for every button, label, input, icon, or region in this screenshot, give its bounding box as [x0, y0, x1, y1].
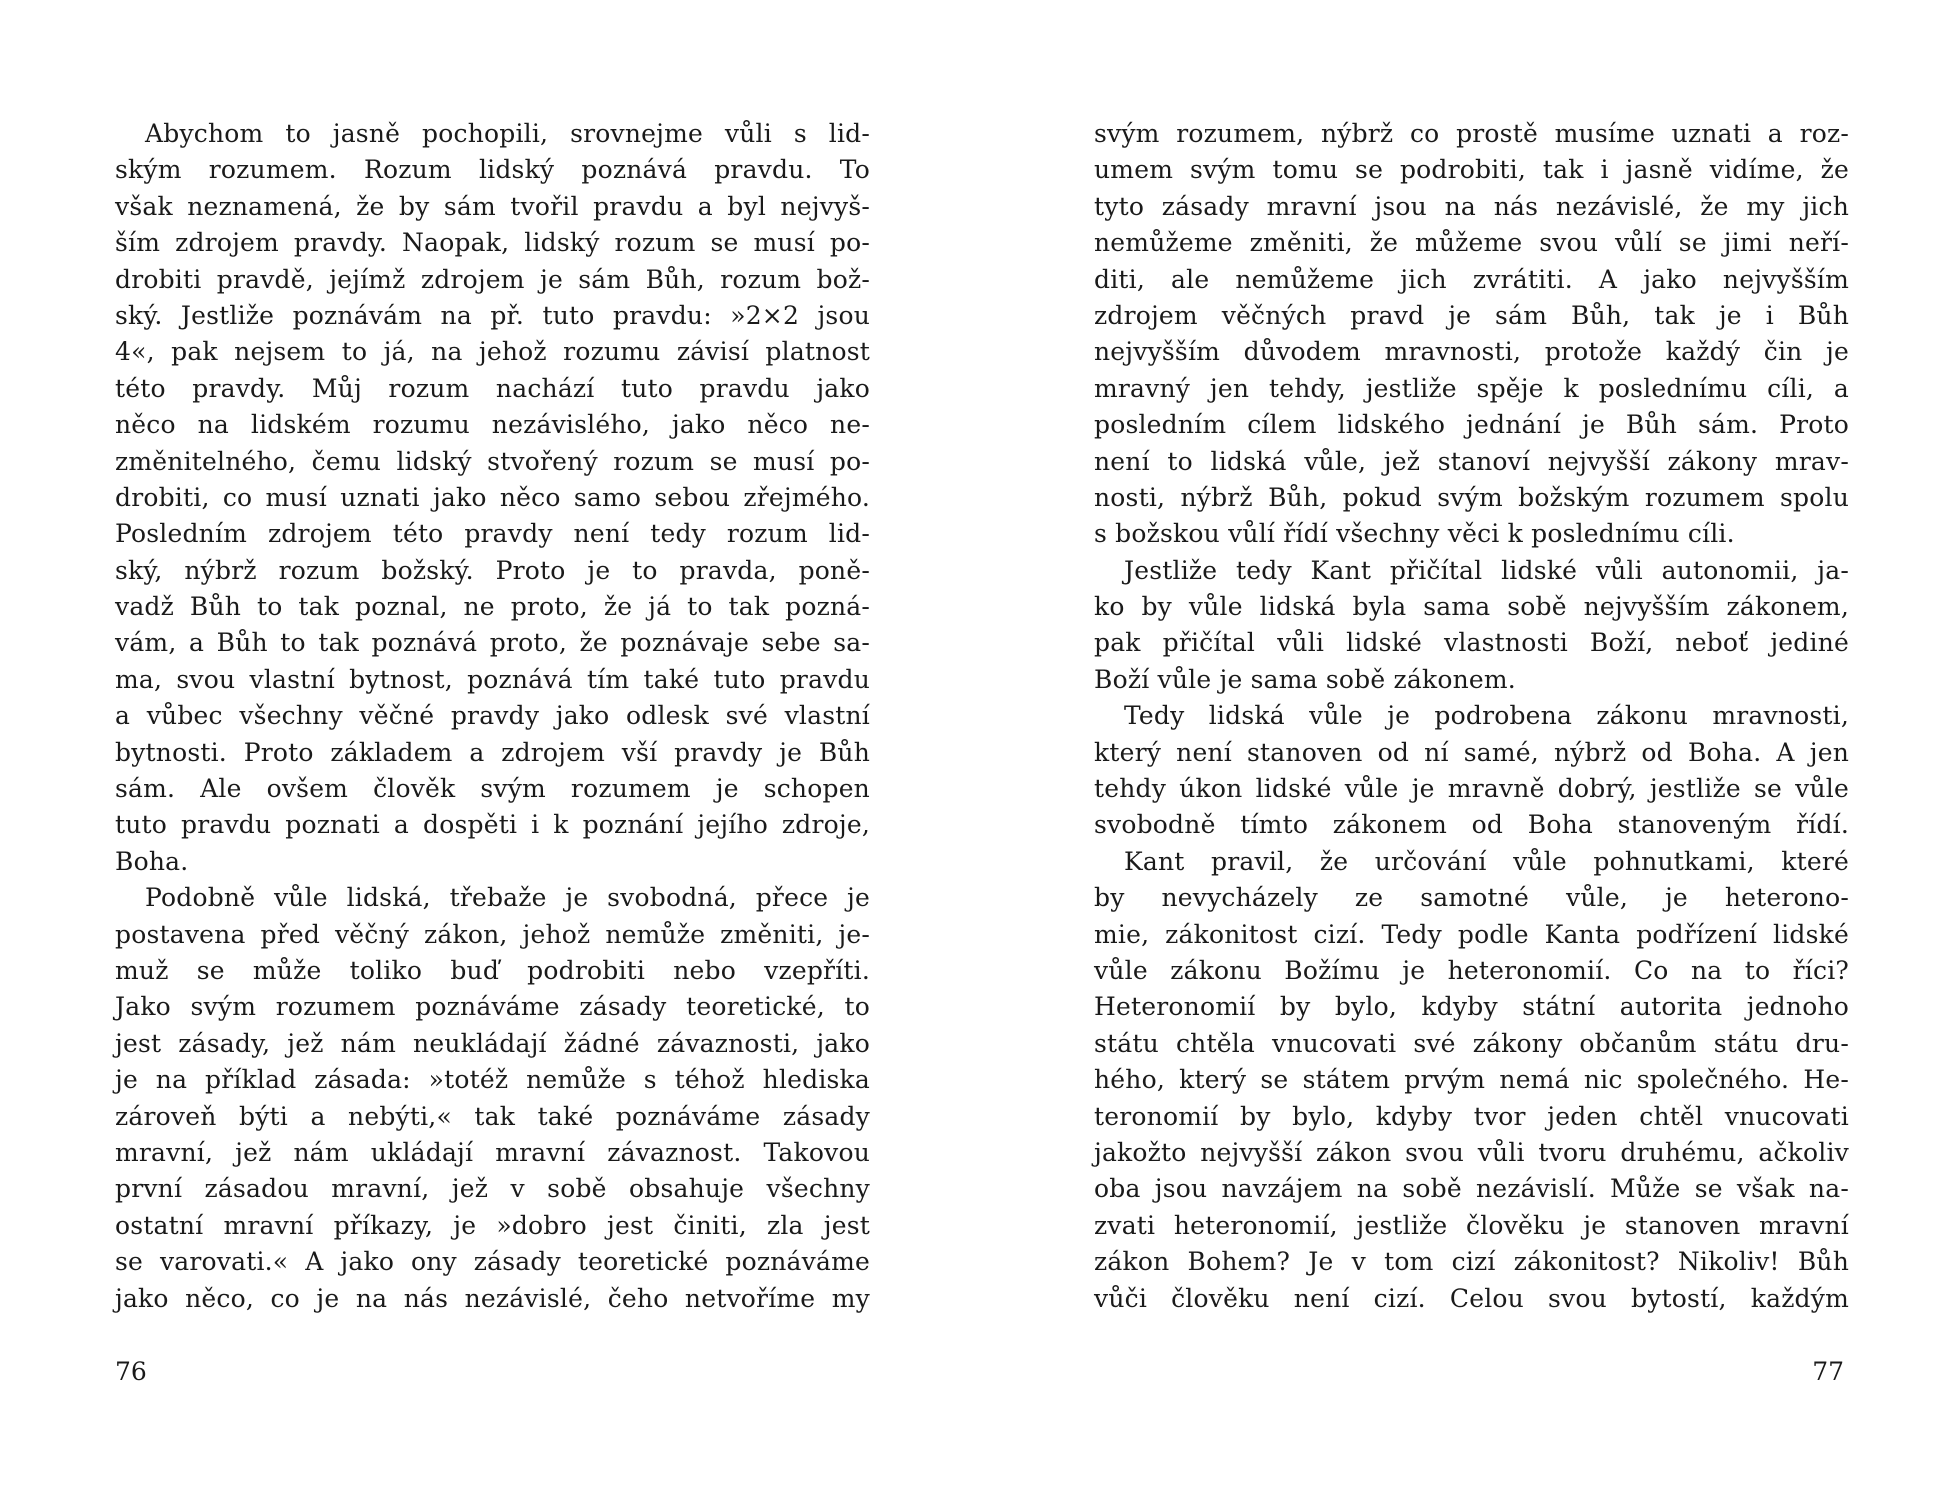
- text-line: Jako svým rozumem poznáváme zásady teoretické, to: [115, 992, 870, 1022]
- text-line: s božskou vůlí řídí všechny věci k poslednímu cíli.: [1094, 519, 1735, 549]
- text-line: mravný jen tehdy, jestliže spěje k poslednímu cíli, a: [1094, 373, 1849, 403]
- left-page-text: [115, 116, 870, 1317]
- text-line: Boha.: [115, 846, 189, 876]
- text-line: ským rozumem. Rozum lidský poznává pravdu. To: [115, 155, 870, 185]
- text-line: Heteronomií by bylo, kdyby státní autorita jednoho: [1094, 992, 1849, 1022]
- text-line: této pravdy. Můj rozum nachází tuto pravdu jako: [115, 373, 870, 403]
- text-line: nejvyšším důvodem mravnosti, protože každý čin je: [1094, 337, 1849, 367]
- text-line: tyto zásady mravní jsou na nás nezávislé, že my jich: [1094, 191, 1849, 221]
- text-line: státu chtěla vnucovati své zákony občanům státu dru-: [1094, 1028, 1849, 1058]
- text-line: nosti, nýbrž Bůh, pokud svým božským rozumem spolu: [1094, 482, 1849, 512]
- right-page: [976, 0, 1952, 1500]
- text-line: změnitelného, čemu lidský stvořený rozum se musí po-: [115, 446, 870, 476]
- text-line: Posledním zdrojem této pravdy není tedy rozum lid-: [115, 519, 870, 549]
- text-line: teronomií by bylo, kdyby tvor jeden chtěl vnucovati: [1094, 1101, 1849, 1131]
- text-line: by nevycházely ze samotné vůle, je heterono-: [1094, 883, 1849, 913]
- text-line: zákon Bohem? Je v tom cizí zákonitost? Nikoliv! Bůh: [1094, 1247, 1849, 1277]
- text-line: zvati heteronomií, jestliže člověku je stanoven mravní: [1094, 1210, 1849, 1240]
- text-line: zdrojem věčných pravd je sám Bůh, tak je i Bůh: [1094, 300, 1849, 330]
- text-line: ma, svou vlastní bytnost, poznává tím také tuto pravdu: [115, 664, 870, 694]
- text-line: který není stanoven od ní samé, nýbrž od Boha. A jen: [1094, 737, 1849, 767]
- text-line: tehdy úkon lidské vůle je mravně dobrý, jestliže se vůle: [1094, 774, 1849, 804]
- text-line: vůči člověku není cizí. Celou svou bytostí, každým: [1094, 1283, 1849, 1313]
- text-line: Tedy lidská vůle je podrobena zákonu mravnosti,: [1124, 701, 1849, 731]
- text-line: je na příklad zásada: »totéž nemůže s téhož hlediska: [115, 1065, 870, 1095]
- text-line: diti, ale nemůžeme jich zvrátiti. A jako nejvyšším: [1094, 264, 1849, 294]
- text-line: Abychom to jasně pochopili, srovnejme vůli s lid-: [145, 119, 870, 148]
- text-line: ský, nýbrž rozum božský. Proto je to pravda, poně-: [115, 555, 870, 585]
- text-line: ším zdrojem pravdy. Naopak, lidský rozum se musí po-: [115, 228, 870, 258]
- text-line: ostatní mravní příkazy, je »dobro jest činiti, zla jest: [115, 1210, 870, 1240]
- text-line: Boží vůle je sama sobě zákonem.: [1094, 664, 1516, 694]
- text-line: zároveň býti a nebýti,« tak také poznáváme zásady: [115, 1101, 870, 1131]
- text-line: svobodně tímto zákonem od Boha stanoveným řídí.: [1094, 810, 1849, 840]
- text-line: nemůžeme změniti, že můžeme svou vůlí se jimi neří-: [1094, 228, 1849, 258]
- left-page-number: 76: [115, 1357, 147, 1386]
- text-line: postavena před věčný zákon, jehož nemůže změniti, je-: [115, 919, 870, 949]
- text-line: drobiti, co musí uznati jako něco samo sebou zřejmého.: [115, 482, 870, 512]
- text-line: Podobně vůle lidská, třebaže je svobodná, přece je: [145, 883, 870, 913]
- right-page-number: 77: [1812, 1357, 1844, 1386]
- text-line: oba jsou navzájem na sobě nezávislí. Může se však na-: [1094, 1174, 1849, 1204]
- text-line: muž se může toliko buď podrobiti nebo vzepříti.: [115, 955, 870, 985]
- text-line: sám. Ale ovšem člověk svým rozumem je schopen: [115, 774, 870, 804]
- text-line: Kant pravil, že určování vůle pohnutkami, které: [1124, 846, 1849, 876]
- right-page-text: [1094, 116, 1849, 1317]
- text-line: jakožto nejvyšší zákon svou vůli tvoru druhému, ačkoliv: [1094, 1137, 1849, 1167]
- text-line: a vůbec všechny věčné pravdy jako odlesk své vlastní: [115, 701, 870, 731]
- text-line: se varovati.« A jako ony zásady teoretické poznáváme: [115, 1247, 870, 1277]
- text-line: vůle zákonu Božímu je heteronomií. Co na to říci?: [1094, 955, 1849, 985]
- text-line: drobiti pravdě, jejímž zdrojem je sám Bůh, rozum bož-: [115, 264, 870, 294]
- text-line: pak přičítal vůli lidské vlastnosti Boží, neboť jediné: [1094, 628, 1849, 658]
- text-line: není to lidská vůle, jež stanoví nejvyšší zákony mrav-: [1094, 446, 1849, 476]
- text-line: vám, a Bůh to tak poznává proto, že poznávaje sebe sa-: [115, 628, 870, 658]
- text-line: však neznamená, že by sám tvořil pravdu a byl nejvyš-: [115, 191, 870, 221]
- text-line: Jestliže tedy Kant přičítal lidské vůli autonomii, ja-: [1124, 555, 1849, 585]
- text-line: vadž Bůh to tak poznal, ne proto, že já to tak pozná-: [115, 592, 870, 622]
- text-line: ko by vůle lidská byla sama sobě nejvyšším zákonem,: [1094, 592, 1849, 622]
- text-line: bytnosti. Proto základem a zdrojem vší pravdy je Bůh: [115, 737, 870, 767]
- text-line: tuto pravdu poznati a dospěti i k poznání jejího zdroje,: [115, 810, 870, 840]
- text-line: první zásadou mravní, jež v sobě obsahuje všechny: [115, 1174, 870, 1204]
- text-line: posledním cílem lidského jednání je Bůh sám. Proto: [1094, 410, 1849, 440]
- text-line: hého, který se státem prvým nemá nic společného. He-: [1094, 1065, 1849, 1095]
- text-line: umem svým tomu se podrobiti, tak i jasně vidíme, že: [1094, 155, 1849, 185]
- text-line: mravní, jež nám ukládají mravní závaznost. Takovou: [115, 1137, 870, 1167]
- text-line: mie, zákonitost cizí. Tedy podle Kanta podřízení lidské: [1094, 919, 1849, 949]
- text-line: jest zásady, jež nám neukládají žádné závaznosti, jako: [115, 1028, 870, 1058]
- text-line: svým rozumem, nýbrž co prostě musíme uznati a roz-: [1094, 119, 1849, 148]
- text-line: 4«, pak nejsem to já, na jehož rozumu závisí platnost: [115, 337, 870, 367]
- text-line: jako něco, co je na nás nezávislé, čeho netvoříme my: [115, 1283, 870, 1313]
- text-line: něco na lidském rozumu nezávislého, jako něco ne-: [115, 410, 870, 440]
- text-line: ský. Jestliže poznávám na př. tuto pravdu: »2×2 jsou: [115, 300, 870, 330]
